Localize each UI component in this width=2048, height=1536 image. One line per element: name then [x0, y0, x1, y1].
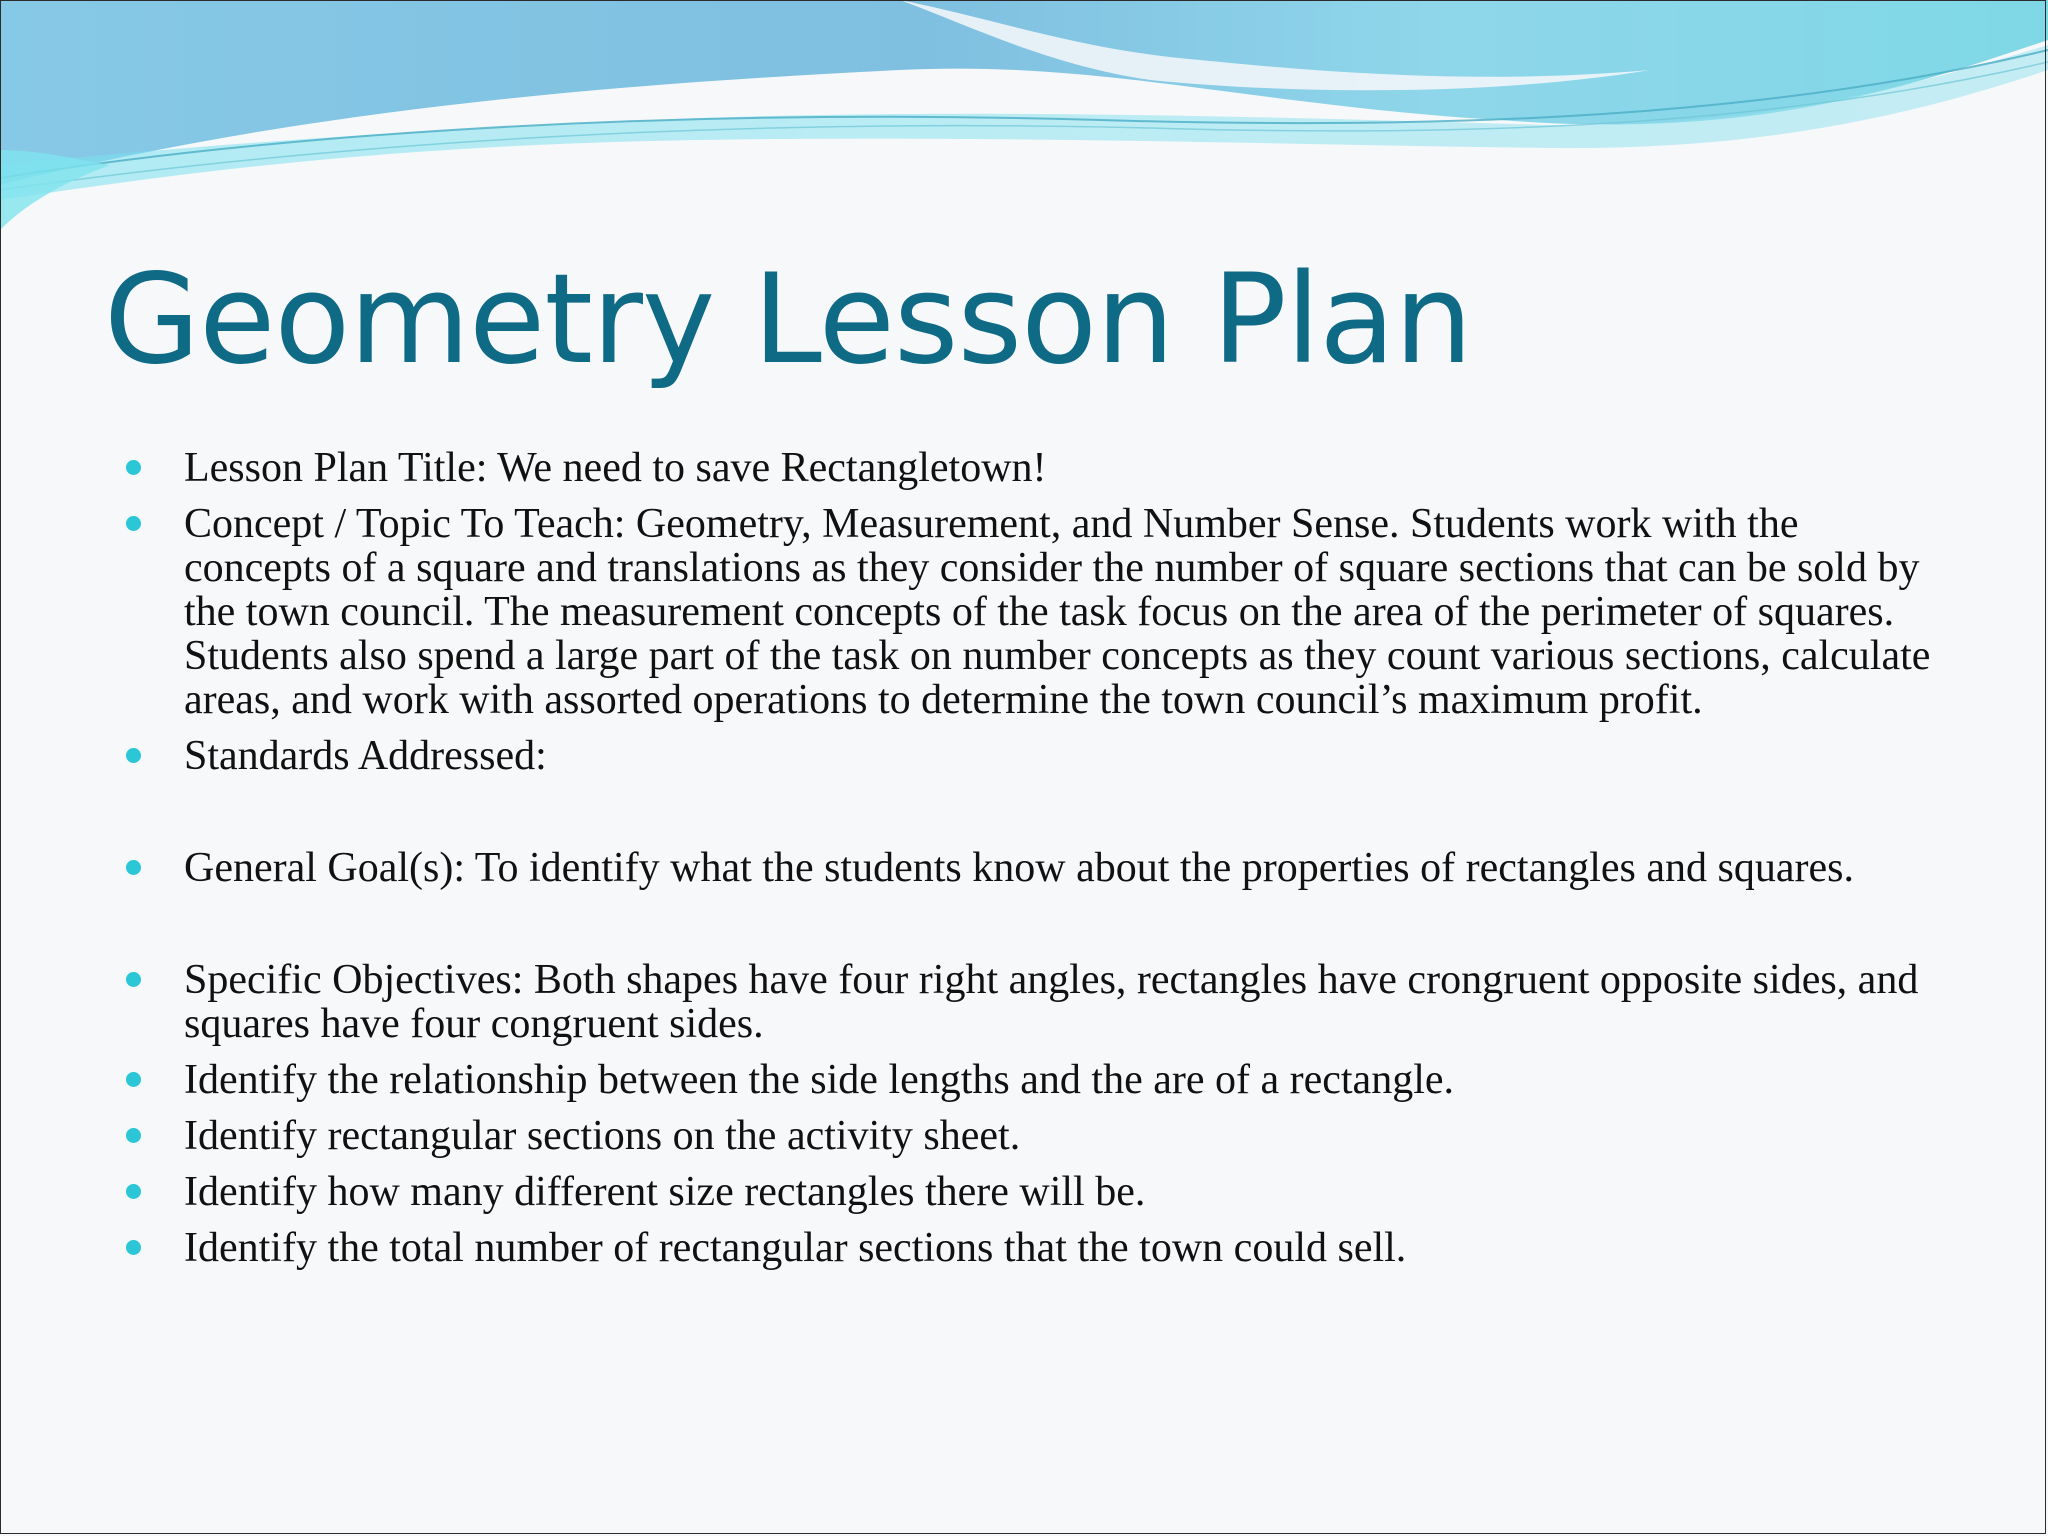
bullet-lesson-plan-title: [118, 446, 1938, 490]
bullet-identify-sections: [118, 1114, 1938, 1158]
bullet-specific-objectives: [118, 958, 1938, 1046]
bullet-dot-icon: [126, 972, 141, 987]
bullet-identify-total: [118, 1226, 1938, 1270]
bullet-text: Identify the relationship between the side lengths and the are of a rectangle.: [184, 1057, 1455, 1103]
bullet-dot-icon: [126, 1072, 141, 1087]
bullet-identify-sizes: [118, 1170, 1938, 1214]
bullet-dot-icon: [126, 516, 141, 531]
bullet-identify-relationship: [118, 1058, 1938, 1102]
bullet-standards-addressed: [118, 734, 1938, 778]
bullet-dot-icon: [126, 860, 141, 875]
bullet-text: Concept / Topic To Teach: Geometry, Measurement, and Number Sense. Students work with the concepts of a square and translations as they consider the number of square sections that can be sold by the town council. The measurement concepts of the task focus on the area of the perimeter of squares. Students also spend a large part of the task on number concepts as they count various sections, calculate areas, and work with assorted operations to determine the town council’s maximum profit.: [184, 501, 1931, 723]
bullet-text: Identify how many different size rectangles there will be.: [184, 1169, 1146, 1215]
bullet-dot-icon: [126, 1128, 141, 1143]
bullet-general-goals: [118, 846, 1938, 890]
bullet-dot-icon: [126, 1184, 141, 1199]
bullet-list: [118, 446, 1938, 1282]
header-wave-decoration: [0, 0, 2048, 240]
bullet-text: Identify the total number of rectangular sections that the town could sell.: [184, 1225, 1407, 1271]
slide-title: Geometry Lesson Plan: [104, 248, 1472, 392]
bullet-dot-icon: [126, 460, 141, 475]
bullet-text: Standards Addressed:: [184, 733, 547, 779]
bullet-text: Identify rectangular sections on the activity sheet.: [184, 1113, 1021, 1159]
bullet-dot-icon: [126, 1240, 141, 1255]
bullet-text: Specific Objectives: Both shapes have four right angles, rectangles have crongruent opposite sides, and squares have four congruent sides.: [184, 957, 1919, 1047]
bullet-dot-icon: [126, 748, 141, 763]
bullet-text: General Goal(s): To identify what the students know about the properties of rectangles and squares.: [184, 845, 1854, 891]
bullet-concept-topic: [118, 502, 1938, 722]
bullet-text: Lesson Plan Title: We need to save Rectangletown!: [184, 445, 1047, 491]
